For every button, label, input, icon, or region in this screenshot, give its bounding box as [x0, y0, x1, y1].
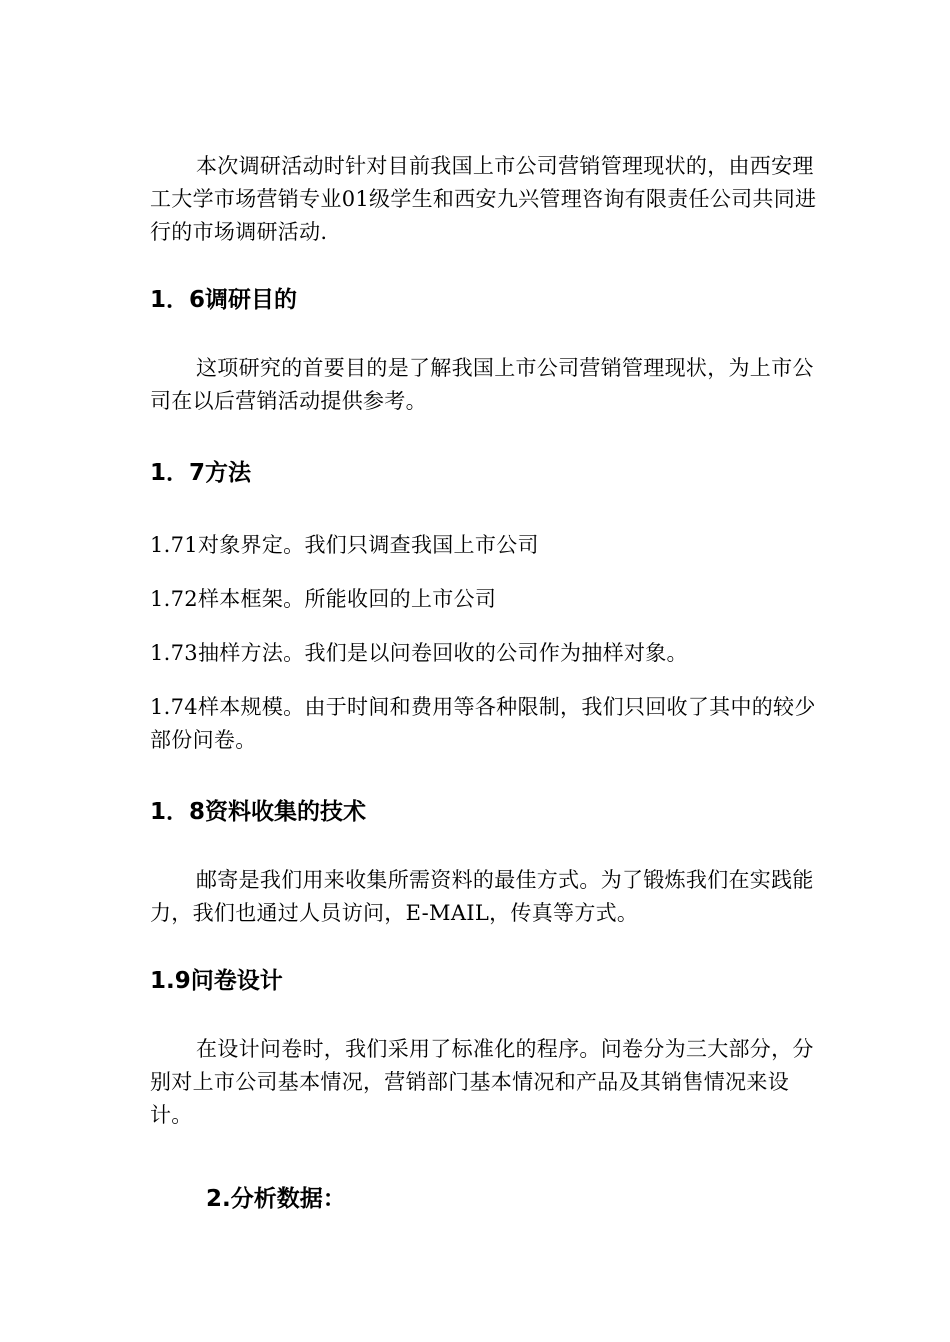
section-heading-questionnaire-design: 1.9问卷设计 [150, 968, 283, 994]
section-heading-method: 1．7方法 [150, 460, 252, 486]
section-heading-research-purpose: 1．6调研目的 [150, 287, 298, 313]
research-purpose-paragraph: 这项研究的首要目的是了解我国上市公司营销管理现状，为上市公司在以后营销活动提供参考。 [150, 356, 814, 413]
method-item-sample-frame: 1.72样本框架。所能收回的上市公司 [150, 587, 497, 611]
method-item-sample-size: 1.74样本规模。由于时间和费用等各种限制，我们只回收了其中的较少部份问卷。 [150, 695, 816, 752]
intro-paragraph: 本次调研活动时针对目前我国上市公司营销管理现状的，由西安理工大学市场营销专业01级学生和西安九兴管理咨询有限责任公司共同进行的市场调研活动. [150, 154, 817, 244]
method-item-object-definition: 1.71对象界定。我们只调查我国上市公司 [150, 533, 539, 557]
questionnaire-design-paragraph: 在设计问卷时，我们采用了标准化的程序。问卷分为三大部分，分别对上市公司基本情况，营销部门基本情况和产品及其销售情况来设计。 [150, 1037, 814, 1127]
data-collection-paragraph: 邮寄是我们用来收集所需资料的最佳方式。为了锻炼我们在实践能力，我们也通过人员访问，E-MAIL，传真等方式。 [150, 868, 814, 925]
section-heading-data-collection: 1．8资料收集的技术 [150, 799, 367, 825]
section-heading-data-analysis: 2.分析数据： [206, 1186, 346, 1212]
document-body [150, 150, 830, 1216]
method-item-sampling-method: 1.73抽样方法。我们是以问卷回收的公司作为抽样对象。 [150, 641, 688, 665]
